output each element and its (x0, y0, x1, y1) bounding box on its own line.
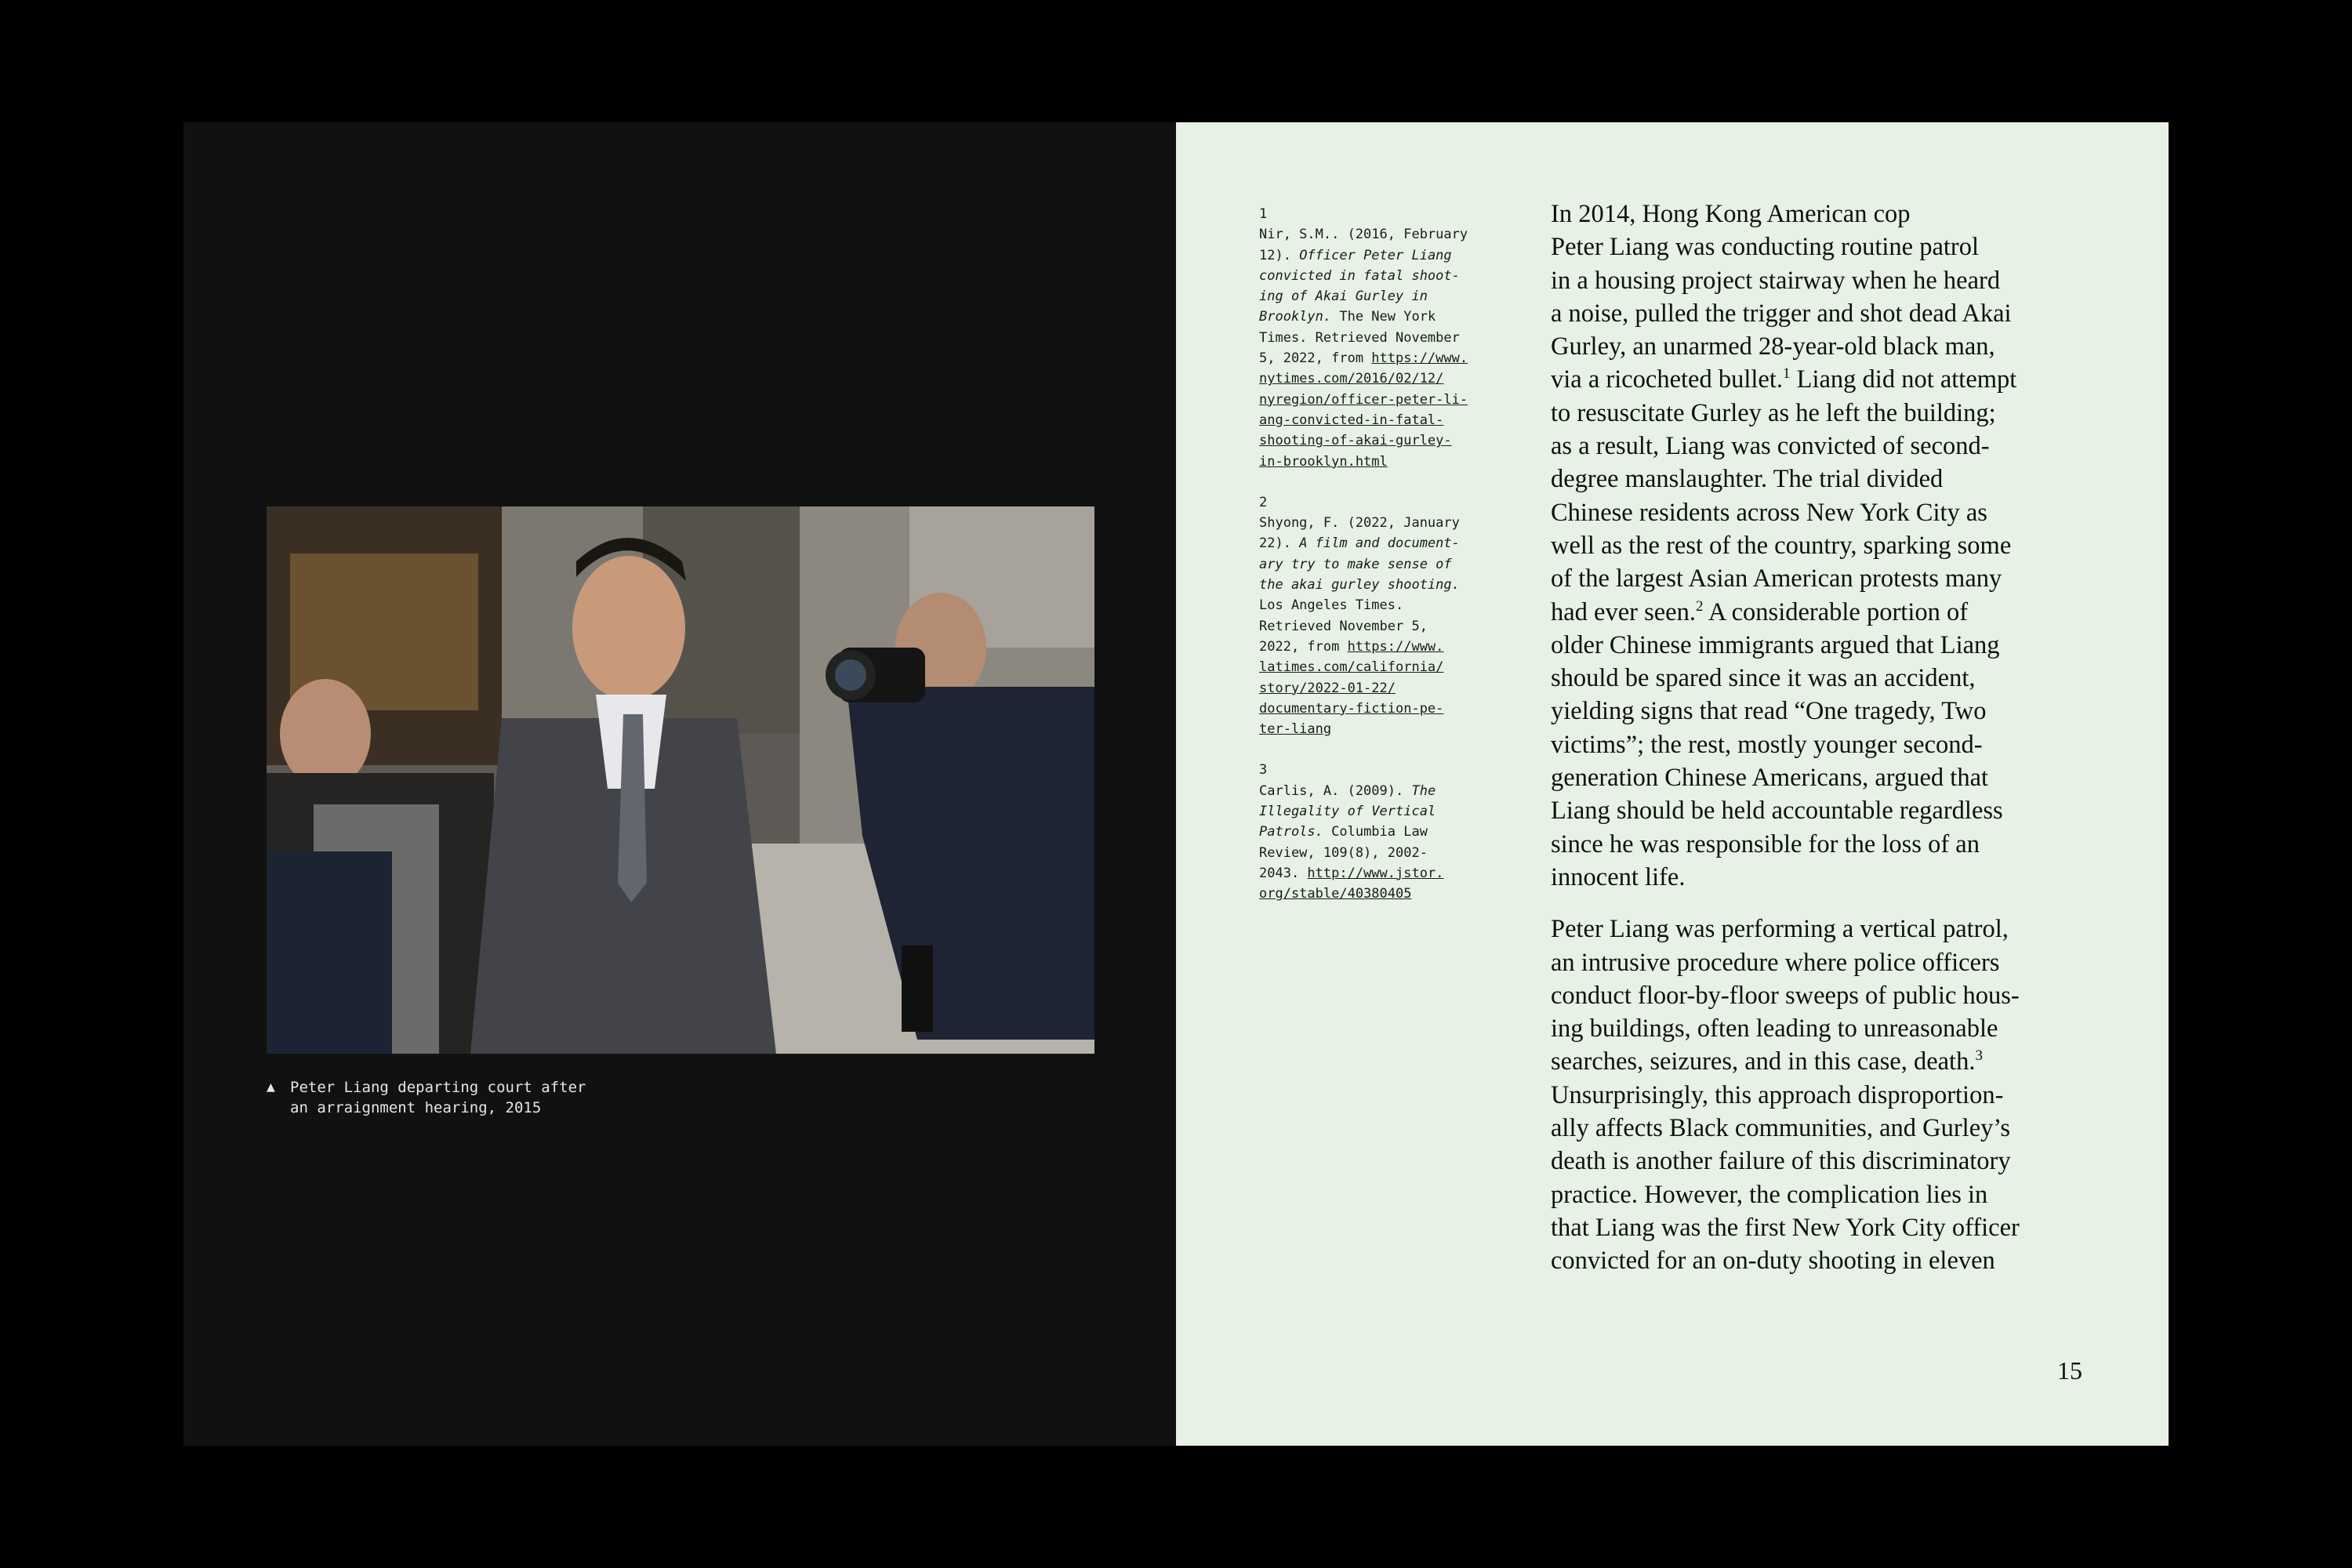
body-line (1551, 397, 2147, 430)
body-line (1551, 1244, 2147, 1277)
footnote-line (1259, 224, 1494, 245)
body-line-text: Peter Liang was performing a vertical patrol, (1551, 915, 2009, 944)
footnote-reference[interactable]: 3 (1975, 1047, 1983, 1065)
body-line-text: Liang should be held accountable regardless (1551, 797, 2003, 826)
caption-line: an arraignment hearing, 2015 (290, 1099, 542, 1116)
footnote-reference[interactable]: 1 (1782, 365, 1791, 383)
body-line (1551, 761, 2147, 794)
footnote-link[interactable]: ang-convicted-in-fatal- (1259, 412, 1444, 428)
body-line-text: Gurley, an unarmed 28-year-old black man, (1551, 332, 1995, 361)
caption-line: Peter Liang departing court after (290, 1079, 586, 1096)
footnote-line (1259, 430, 1494, 451)
footnote-text: Retrieved November 5, (1259, 618, 1428, 634)
footnote-reference[interactable]: 2 (1695, 597, 1704, 615)
footnote-line (1259, 533, 1494, 554)
body-line (1551, 979, 2147, 1012)
footnote-link[interactable]: in-brooklyn.html (1259, 453, 1388, 470)
footnote (1259, 204, 1494, 472)
footnote-text: Carlis, A. (2009). (1259, 782, 1412, 799)
footnote-title: A film and document- (1299, 535, 1460, 552)
left-page (183, 122, 1176, 1446)
footnote-line (1259, 678, 1494, 699)
footnote-title: ary try to make sense of (1259, 556, 1452, 572)
footnote-line (1259, 368, 1494, 389)
footnote-link[interactable]: nytimes.com/2016/02/12/ (1259, 371, 1444, 387)
body-line (1551, 264, 2147, 297)
body-line (1551, 1112, 2147, 1145)
footnote-line (1259, 513, 1494, 533)
body-line (1551, 695, 2147, 728)
body-line (1551, 496, 2147, 529)
body-line (1551, 230, 2147, 263)
body-line (1551, 1178, 2147, 1211)
footnote-line (1259, 863, 1494, 884)
body-line-text: A considerable portion of (1703, 597, 1969, 626)
body-line (1551, 946, 2147, 979)
footnote-title: ing of Akai Gurley in (1259, 289, 1428, 305)
body-line-text: death is another failure of this discriminatory (1551, 1147, 2011, 1176)
footnote-line (1259, 595, 1494, 615)
footnote-text: Times. Retrieved November (1259, 329, 1460, 346)
body-line (1551, 1045, 2147, 1078)
footnote-link[interactable]: shooting-of-akai-gurley- (1259, 433, 1452, 449)
body-line-text: ing buildings, often leading to unreasonable (1551, 1014, 1998, 1044)
footnotes-column (1259, 204, 1494, 925)
body-line-text: Unsurprisingly, this approach disproportion- (1551, 1080, 2004, 1109)
footnote (1259, 760, 1494, 904)
body-line (1551, 794, 2147, 827)
body-line-text: older Chinese immigrants argued that Liang (1551, 630, 2000, 659)
body-line (1551, 1145, 2147, 1178)
footnote-line (1259, 657, 1494, 677)
body-line-text: victims”; the rest, mostly younger second- (1551, 730, 1983, 759)
body-line-text: ally affects Black communities, and Gurley’s (1551, 1114, 2011, 1143)
body-line (1551, 198, 2147, 230)
footnote (1259, 492, 1494, 740)
photo-illustration (267, 506, 1094, 1054)
body-line (1551, 913, 2147, 946)
body-line-text: innocent life. (1551, 862, 1686, 891)
body-line-text: of the largest Asian American protests many (1551, 564, 2002, 593)
footnote-title: Officer Peter Liang (1299, 247, 1452, 263)
footnote-line (1259, 699, 1494, 719)
footnote-line (1259, 637, 1494, 657)
footnote-number: 2 (1259, 494, 1268, 510)
footnote-link[interactable]: ter-liang (1259, 721, 1332, 738)
body-line-text: Peter Liang was conducting routine patrol (1551, 233, 1980, 262)
body-line (1551, 596, 2147, 629)
body-line-text: searches, seizures, and in this case, death. (1551, 1047, 1976, 1076)
body-text (1551, 198, 2147, 1297)
body-line (1551, 1079, 2147, 1112)
caption-triangle-icon: ▲ (267, 1079, 275, 1095)
body-line (1551, 629, 2147, 662)
footnote-text: 22). (1259, 535, 1300, 552)
footnote-text: Los Angeles Times. (1259, 597, 1404, 614)
body-line (1551, 1211, 2147, 1244)
footnote-line (1259, 286, 1494, 307)
footnote-line (1259, 307, 1494, 327)
page-number: 15 (2057, 1356, 2082, 1385)
body-line-text: a noise, pulled the trigger and shot dead Akai (1551, 299, 2012, 328)
body-line-text: Liang did not attempt (1790, 365, 2017, 394)
footnote-line (1259, 884, 1494, 904)
footnote-link[interactable]: https://www. (1371, 350, 1468, 367)
body-line (1551, 430, 2147, 463)
court-photo (267, 506, 1094, 1054)
body-line-text: yielding signs that read “One tragedy, Two (1551, 697, 1987, 726)
footnote-line (1259, 843, 1494, 863)
body-line (1551, 529, 2147, 562)
body-line-text: an intrusive procedure where police officers (1551, 948, 2000, 977)
body-line-text: well as the rest of the country, sparking some (1551, 531, 2012, 560)
footnote-line (1259, 266, 1494, 286)
body-line-text: to resuscitate Gurley as he left the building; (1551, 398, 1996, 427)
footnote-text: Columbia Law (1323, 824, 1428, 840)
footnote-line (1259, 616, 1494, 637)
footnote-line (1259, 410, 1494, 430)
footnote-link[interactable]: org/stable/40380405 (1259, 886, 1412, 902)
footnote-link[interactable]: http://www.jstor. (1307, 865, 1444, 881)
footnote-line (1259, 575, 1494, 595)
body-line-text: should be spared since it was an accident, (1551, 664, 1976, 693)
body-line (1551, 297, 2147, 330)
body-line-text: generation Chinese Americans, argued that (1551, 764, 1989, 793)
footnote-title: the akai gurley shooting. (1259, 577, 1460, 593)
footnote-line (1259, 554, 1494, 575)
footnote-text: Nir, S.M.. (2016, February (1259, 227, 1468, 243)
body-line (1551, 330, 2147, 363)
footnote-title: Illegality of Vertical (1259, 804, 1436, 820)
body-line (1551, 828, 2147, 861)
footnote-line (1259, 348, 1494, 368)
body-line-text: practice. However, the complication lies in (1551, 1180, 1988, 1209)
footnote-line (1259, 801, 1494, 822)
footnote-title: Brooklyn. (1259, 309, 1332, 325)
footnote-line (1259, 328, 1494, 348)
body-line (1551, 662, 2147, 695)
footnote-line (1259, 781, 1494, 801)
footnote-text: 5, 2022, from (1259, 350, 1372, 367)
body-line-text: degree manslaughter. The trial divided (1551, 465, 1944, 494)
body-line-text: convicted for an on-duty shooting in eleven (1551, 1247, 1995, 1276)
footnote-link[interactable]: https://www. (1347, 638, 1444, 655)
body-line (1551, 463, 2147, 495)
footnote-text: 2022, from (1259, 638, 1348, 655)
body-line (1551, 861, 2147, 894)
footnote-link[interactable]: story/2022-01-22/ (1259, 680, 1396, 696)
footnote-title: The (1411, 782, 1436, 799)
body-line-text: conduct floor-by-floor sweeps of public hous- (1551, 981, 2020, 1010)
body-line-text: In 2014, Hong Kong American cop (1551, 200, 1911, 228)
footnote-text: The New York (1331, 309, 1436, 325)
body-line (1551, 562, 2147, 595)
body-line-text: that Liang was the first New York City officer (1551, 1213, 2020, 1242)
photo-caption (267, 1077, 586, 1118)
right-page (1176, 122, 2169, 1446)
footnote-link[interactable]: latimes.com/california/ (1259, 659, 1444, 676)
footnote-line (1259, 822, 1494, 842)
footnote-number: 1 (1259, 206, 1268, 222)
body-line-text: via a ricocheted bullet. (1551, 365, 1783, 394)
body-line-text: as a result, Liang was convicted of second- (1551, 432, 1990, 461)
footnote-text: 2043. (1259, 865, 1308, 881)
footnote-title: convicted in fatal shoot- (1259, 267, 1460, 284)
footnote-text: Shyong, F. (2022, January (1259, 515, 1460, 532)
body-line (1551, 363, 2147, 396)
body-line-text: in a housing project stairway when he heard (1551, 266, 2001, 295)
footnote-number: 3 (1259, 762, 1268, 779)
footnote-line (1259, 452, 1494, 472)
body-paragraph-2 (1551, 913, 2147, 1277)
footnote-title: Patrols. (1259, 824, 1323, 840)
body-line-text: had ever seen. (1551, 597, 1696, 626)
footnote-link[interactable]: nyregion/officer-peter-li- (1259, 391, 1468, 408)
body-paragraph-1 (1551, 198, 2147, 894)
footnote-line (1259, 390, 1494, 410)
footnote-text: Review, 109(8), 2002- (1259, 844, 1428, 861)
body-line-text: since he was responsible for the loss of an (1551, 829, 1980, 858)
footnote-line (1259, 719, 1494, 739)
body-line-text: Chinese residents across New York City as (1551, 498, 1987, 527)
body-line (1551, 728, 2147, 761)
footnote-link[interactable]: documentary-fiction-pe- (1259, 700, 1444, 717)
footnote-line (1259, 245, 1494, 266)
footnote-text: 12). (1259, 247, 1300, 263)
body-line (1551, 1012, 2147, 1045)
